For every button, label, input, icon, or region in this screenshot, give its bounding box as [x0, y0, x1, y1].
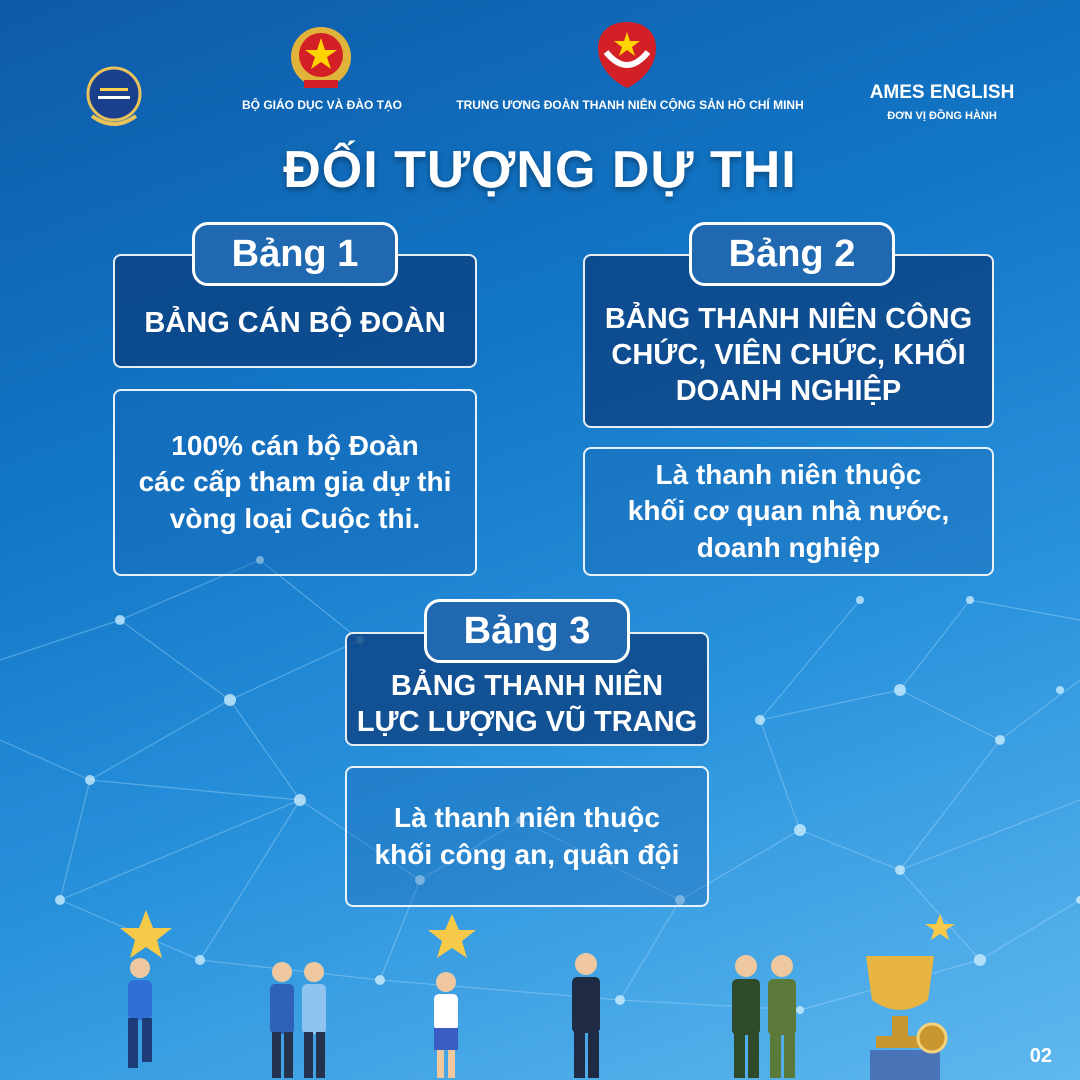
board-2-tag: Bảng 2	[689, 222, 895, 286]
project-badge-icon	[86, 66, 142, 134]
moet-label: BỘ GIÁO DỤC VÀ ĐÀO TẠO	[241, 98, 402, 112]
people-illustration	[0, 900, 1080, 1080]
board-2-description-text: Là thanh niên thuộc khối cơ quan nhà nước, doanh nghiệp	[627, 458, 950, 563]
board-1-description	[113, 389, 477, 576]
page-title: ĐỐI TƯỢNG DỰ THI	[283, 141, 797, 199]
board-2-description	[583, 447, 994, 576]
board-3-name-text: BẢNG THANH NIÊN LỰC LƯỢNG VŨ TRANG	[356, 669, 698, 738]
youth-union-emblem-icon	[594, 18, 660, 92]
board-3-tag: Bảng 3	[424, 599, 630, 663]
medal-icon	[918, 1024, 946, 1052]
board-1-description-text: 100% cán bộ Đoàn các cấp tham gia dự thi vòng loại Cuộc thi.	[138, 429, 452, 534]
page-number: 02	[1029, 1045, 1052, 1067]
trophy-icon	[866, 956, 940, 1080]
board-2-name-text: BẢNG THANH NIÊN CÔNG CHỨC, VIÊN CHỨC, KHỐI DOANH NGHIỆP	[604, 302, 973, 408]
board-1-name-text: BẢNG CÁN BỘ ĐOÀN	[144, 306, 446, 339]
star-icon	[120, 910, 955, 958]
partner-name: AMES ENGLISH	[869, 82, 1015, 103]
youth-union-label: TRUNG ƯƠNG ĐOÀN THANH NIÊN CỘNG SẢN HỒ CHÍ MINH	[456, 98, 804, 112]
national-emblem-icon	[286, 24, 356, 94]
board-3-description	[345, 766, 709, 907]
board-3-description-text: Là thanh niên thuộc khối công an, quân đội	[374, 802, 680, 870]
board-1-tag: Bảng 1	[192, 222, 398, 286]
partner-role: ĐƠN VỊ ĐỒNG HÀNH	[887, 110, 997, 122]
